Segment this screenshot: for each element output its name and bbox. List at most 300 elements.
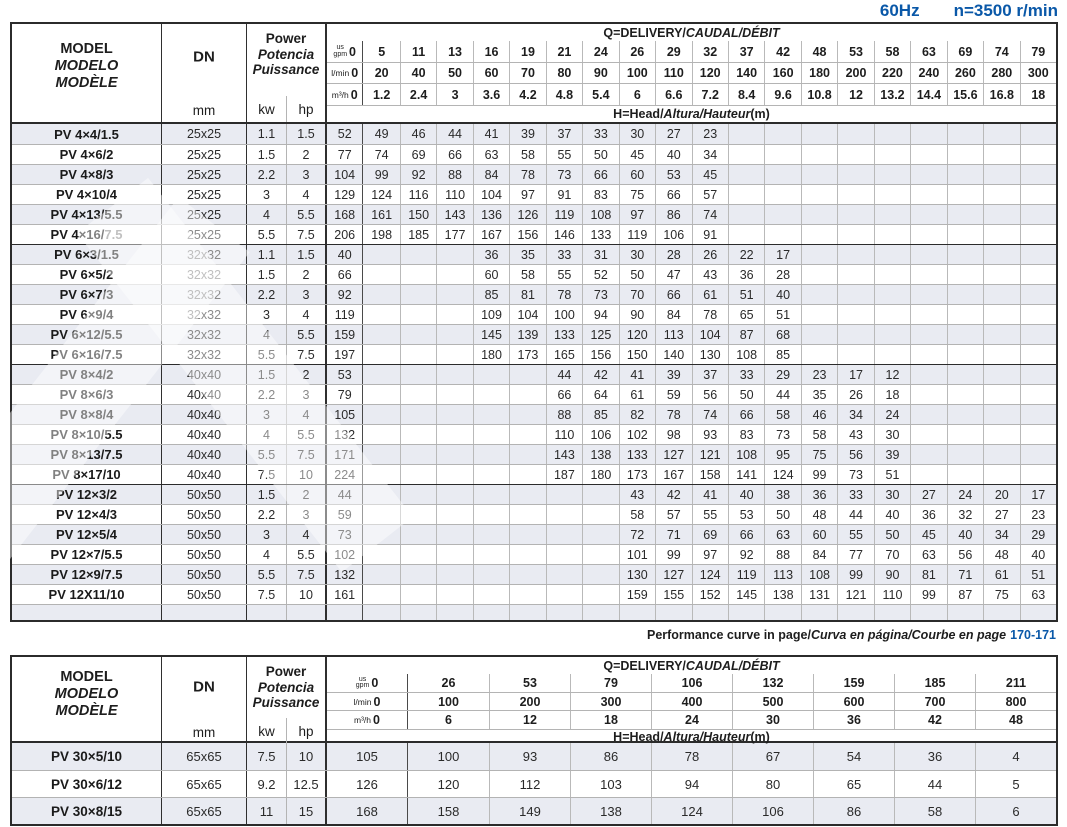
model-name: PV 4×6/2	[59, 147, 114, 162]
head-value-cell: 93	[489, 743, 570, 770]
head-value-cell	[363, 325, 399, 344]
head-value-cell: 60	[473, 265, 509, 284]
head-value-cell	[728, 145, 764, 164]
head-value-cell	[947, 265, 983, 284]
head-value-cell	[473, 465, 509, 484]
head-value-cell: 28	[764, 265, 800, 284]
model-cell	[12, 485, 162, 504]
head-value-cell	[436, 485, 472, 504]
head-value-cell: 173	[509, 345, 545, 364]
head-value-cell: 85	[473, 285, 509, 304]
flow-value-cell	[546, 63, 582, 83]
head-value-cell	[801, 305, 837, 324]
head-value-cell: 104	[509, 305, 545, 324]
head-value-cell: 130	[619, 565, 655, 584]
head-value-cell: 75	[801, 445, 837, 464]
head-value-cell: 29	[764, 365, 800, 384]
flow-value: 24	[593, 44, 608, 59]
head-value-cell: 93	[692, 425, 728, 444]
head-value-cell	[436, 405, 472, 424]
head-value-cell	[473, 445, 509, 464]
model-cell	[12, 525, 162, 544]
model-name: PV 8×4/2	[59, 367, 114, 382]
dn-cell: 32x32	[162, 305, 247, 324]
head-value-cell	[1020, 425, 1056, 444]
head-value-cell: 43	[692, 265, 728, 284]
head-value-cell	[619, 605, 655, 620]
table-body	[12, 743, 1056, 824]
flow-value: 50	[448, 66, 463, 80]
model-column-header	[12, 657, 162, 744]
head-value-cell: 124	[692, 565, 728, 584]
head-value-cell: 33	[728, 365, 764, 384]
flow-value-cell	[327, 41, 363, 62]
power-label: Power	[265, 664, 307, 679]
flow-value: 70	[521, 66, 535, 80]
model-label-es: MODELO	[54, 58, 119, 74]
head-value-cell: 37	[692, 365, 728, 384]
flow-value-cell	[619, 41, 655, 62]
head-value-cell: 66	[436, 145, 472, 164]
flow-value-cell	[1020, 84, 1056, 105]
head-value-cell: 18	[874, 385, 910, 404]
gpm-label: gpm	[355, 682, 370, 689]
head-value-cell: 106	[582, 425, 618, 444]
hp-cell: 3	[287, 285, 327, 304]
kw-cell: 7.5	[247, 465, 287, 484]
head-value-cell: 74	[692, 405, 728, 424]
head-value-cell: 143	[436, 205, 472, 224]
head-value-cell	[910, 185, 946, 204]
head-value-cell	[764, 124, 800, 144]
head-value-cell: 156	[582, 345, 618, 364]
head-value-cell	[363, 385, 399, 404]
dn-unit-label: mm	[192, 103, 216, 118]
head-value-cell: 61	[983, 565, 1019, 584]
head-value-cell: 185	[400, 225, 436, 244]
head-value-cell: 74	[692, 205, 728, 224]
flow-values-lmin	[327, 693, 1056, 711]
model-name-suffix: 7.5	[104, 227, 123, 242]
table-row	[12, 770, 1056, 797]
model-cell	[12, 165, 162, 184]
model-cell	[12, 405, 162, 424]
flow-value-cell	[509, 84, 545, 105]
head-value-cell	[910, 465, 946, 484]
head-value-cell: 40	[947, 525, 983, 544]
flow-value: 6.6	[665, 87, 683, 102]
hp-cell: 10	[287, 585, 327, 604]
head-value-cell	[436, 325, 472, 344]
kw-cell: 11	[247, 798, 287, 824]
head-value-cell: 66	[546, 385, 582, 404]
performance-curve-note	[10, 628, 1058, 642]
flow-value-cell	[975, 711, 1056, 729]
hp-cell: 5.5	[287, 205, 327, 224]
head-value-cell: 30	[874, 485, 910, 504]
head-value-cell	[837, 605, 873, 620]
power-units	[247, 718, 325, 744]
table-row	[12, 244, 1056, 264]
head-value-cell: 113	[764, 565, 800, 584]
flow-value: 18	[1031, 87, 1046, 102]
model-name: PV 4×10/4	[55, 187, 118, 202]
dn-cell: 50x50	[162, 485, 247, 504]
head-value-cell: 97	[509, 185, 545, 204]
head-value-cell: 58	[619, 505, 655, 524]
head-value-cell	[363, 285, 399, 304]
flow-value: 400	[681, 694, 703, 709]
head-value-cell: 168	[327, 798, 408, 824]
dn-cell: 32x32	[162, 245, 247, 264]
flow-value-cell	[651, 693, 732, 710]
head-value-cell: 103	[570, 771, 651, 797]
head-value-cell	[837, 124, 873, 144]
head-value-cell: 44	[837, 505, 873, 524]
flow-value: 21	[557, 44, 572, 59]
flow-value: 19	[521, 44, 535, 59]
head-value-cell: 60	[801, 525, 837, 544]
flow-value-cell	[975, 674, 1056, 692]
us-label: us	[358, 675, 367, 683]
flow-value: 800	[1005, 694, 1027, 709]
head-value-cell: 6	[975, 798, 1056, 824]
head-value-cell	[983, 425, 1019, 444]
head-value-cell: 30	[619, 245, 655, 264]
power-labels	[247, 657, 325, 711]
head-value-cell: 121	[692, 445, 728, 464]
kw-cell: 1.5	[247, 145, 287, 164]
model-cell	[12, 185, 162, 204]
head-value-cell	[983, 445, 1019, 464]
head-value-cell	[400, 305, 436, 324]
head-value-cell	[947, 285, 983, 304]
flow-value: 240	[918, 66, 940, 80]
head-value-cell	[1020, 205, 1056, 224]
gpm-unit-label	[333, 45, 347, 58]
head-value-cell	[400, 245, 436, 264]
hp-cell: 7.5	[287, 345, 327, 364]
flow-value-cell	[813, 711, 894, 729]
head-value-cell	[801, 124, 837, 144]
dn-cell: 25x25	[162, 185, 247, 204]
flow-value-cell	[570, 711, 651, 729]
model-name: PV 12×5/4	[55, 527, 118, 542]
head-value-cell: 127	[655, 445, 691, 464]
head-value-cell	[400, 605, 436, 620]
head-value-cell: 40	[728, 485, 764, 504]
head-value-cell: 113	[655, 325, 691, 344]
head-value-cell: 71	[655, 525, 691, 544]
head-value-cell: 56	[692, 385, 728, 404]
head-value-cell	[983, 205, 1019, 224]
head-value-cell: 127	[655, 565, 691, 584]
flow-value: 159	[843, 676, 865, 690]
head-value-cell: 36	[728, 265, 764, 284]
head-value-cell	[910, 445, 946, 464]
table-row	[12, 364, 1056, 384]
flow-value-cell	[728, 84, 764, 105]
head-value-cell: 55	[692, 505, 728, 524]
head-value-cell	[363, 305, 399, 324]
head-value-cell: 95	[764, 445, 800, 464]
head-value-cell: 30	[874, 425, 910, 444]
dn-cell: 25x25	[162, 124, 247, 144]
head-value-cell: 67	[732, 743, 813, 770]
head-value-cell: 110	[436, 185, 472, 204]
head-value-cell: 66	[655, 185, 691, 204]
head-value-cell	[983, 345, 1019, 364]
flow-value: 79	[604, 676, 618, 690]
model-cell	[12, 325, 162, 344]
head-value-cell	[509, 525, 545, 544]
flow-value-cell	[582, 84, 618, 105]
head-value-cell	[436, 305, 472, 324]
head-value-cell: 149	[489, 798, 570, 824]
head-value-cell: 50	[582, 145, 618, 164]
hp-cell: 2	[287, 265, 327, 284]
head-value-cell: 42	[582, 365, 618, 384]
head-value-cell: 50	[728, 385, 764, 404]
head-value-cell: 68	[764, 325, 800, 344]
head-value-cell: 63	[1020, 585, 1056, 604]
flow-value: 58	[885, 44, 900, 59]
head-value-cell: 43	[837, 425, 873, 444]
head-value-cell	[947, 365, 983, 384]
head-value-cell: 85	[582, 405, 618, 424]
head-value-cell: 66	[728, 405, 764, 424]
head-value-cell: 141	[728, 465, 764, 484]
head-value-cell	[837, 165, 873, 184]
flow-value-cell	[436, 41, 472, 62]
head-value-cell: 31	[582, 245, 618, 264]
head-value-cell	[1020, 605, 1056, 620]
hp-cell: 7.5	[287, 225, 327, 244]
head-value-cell	[1020, 365, 1056, 384]
head-value-cell	[1020, 185, 1056, 204]
head-value-cell: 52	[327, 124, 363, 144]
head-value-cell: 92	[400, 165, 436, 184]
flow-value: 4.2	[519, 87, 537, 102]
head-value-cell	[400, 585, 436, 604]
head-value-cell: 91	[546, 185, 582, 204]
head-value-cell: 47	[655, 265, 691, 284]
head-value-cell: 51	[874, 465, 910, 484]
flow-value-cell	[692, 63, 728, 83]
flow-value: 60	[484, 66, 499, 80]
head-value-cell	[837, 225, 873, 244]
dn-cell: 40x40	[162, 425, 247, 444]
head-value-cell: 86	[813, 798, 894, 824]
flow-value-cell	[327, 63, 363, 83]
head-value-cell: 130	[692, 345, 728, 364]
dn-cell: 65x65	[162, 771, 247, 797]
head-value-cell: 40	[655, 145, 691, 164]
hp-unit-label: hp	[286, 718, 325, 744]
table-row	[12, 484, 1056, 504]
head-value-cell: 206	[327, 225, 363, 244]
delivery-header	[327, 24, 1056, 122]
model-label-fr: MODÈLE	[55, 702, 118, 719]
head-value-cell: 156	[509, 225, 545, 244]
kw-cell: 3	[247, 405, 287, 424]
delivery-title	[327, 24, 1056, 41]
flow-value-cell	[1020, 41, 1056, 62]
flow-value: 26	[630, 44, 645, 59]
flow-value-cell	[509, 41, 545, 62]
delivery-header	[327, 657, 1056, 744]
head-value-cell	[764, 165, 800, 184]
head-value-cell	[509, 445, 545, 464]
head-value-cell: 84	[473, 165, 509, 184]
head-value-cell	[837, 325, 873, 344]
head-value-cell	[473, 365, 509, 384]
head-value-cell: 56	[837, 445, 873, 464]
flow-value: 26	[441, 676, 456, 690]
model-name: PV 6×3/1.5	[54, 247, 119, 262]
flow-value: 110	[663, 66, 684, 80]
head-value-cell: 54	[813, 743, 894, 770]
delivery-title-main: Q=DELIVERY/	[603, 658, 686, 673]
flow-value: 32	[703, 44, 718, 59]
head-title	[327, 730, 1056, 744]
flow-value-cell	[436, 84, 472, 105]
head-value-cell	[363, 545, 399, 564]
head-value-cell	[910, 165, 946, 184]
head-value-cell	[509, 385, 545, 404]
flow-value-cell	[651, 711, 732, 729]
head-value-cell: 138	[582, 445, 618, 464]
model-cell	[12, 205, 162, 224]
head-value-cell	[509, 405, 545, 424]
head-value-cell	[546, 605, 582, 620]
kw-cell: 1.5	[247, 265, 287, 284]
head-value-cell: 132	[327, 565, 363, 584]
head-value-cell: 126	[509, 205, 545, 224]
flow-value: 600	[843, 694, 865, 709]
head-value-cell: 73	[837, 465, 873, 484]
head-value-cell: 99	[801, 465, 837, 484]
flow-value: 0	[349, 44, 356, 59]
head-value-cell	[546, 505, 582, 524]
hp-cell: 7.5	[287, 565, 327, 584]
head-value-cell	[874, 185, 910, 204]
dn-cell: 40x40	[162, 405, 247, 424]
head-value-cell: 124	[651, 798, 732, 824]
lmin-unit-label: l/min	[353, 696, 372, 707]
head-value-cell: 57	[692, 185, 728, 204]
flow-value: 74	[994, 44, 1009, 59]
dn-cell: 32x32	[162, 265, 247, 284]
kw-cell: 5.5	[247, 225, 287, 244]
table-row	[12, 284, 1056, 304]
head-value-cell	[947, 325, 983, 344]
hp-cell: 5.5	[287, 425, 327, 444]
head-value-cell: 58	[894, 798, 975, 824]
head-value-cell	[473, 425, 509, 444]
model-name: PV 12×4/3	[55, 507, 118, 522]
kw-cell: 4	[247, 545, 287, 564]
flow-values-gpm	[327, 41, 1056, 63]
head-value-cell	[363, 265, 399, 284]
head-value-cell	[400, 405, 436, 424]
head-value-cell	[947, 245, 983, 264]
table-row	[12, 524, 1056, 544]
flow-value: 280	[991, 66, 1013, 80]
head-value-cell	[436, 425, 472, 444]
flow-value: 20	[374, 66, 389, 80]
dn-cell: 32x32	[162, 325, 247, 344]
flow-value-cell	[910, 63, 946, 83]
head-value-cell: 45	[910, 525, 946, 544]
head-value-cell: 46	[801, 405, 837, 424]
head-value-cell: 84	[801, 545, 837, 564]
head-value-cell: 73	[327, 525, 363, 544]
head-value-cell: 39	[655, 365, 691, 384]
head-value-cell	[910, 345, 946, 364]
gpm-label: gpm	[333, 50, 348, 58]
head-value-cell: 33	[582, 124, 618, 144]
head-value-cell: 79	[327, 385, 363, 404]
head-value-cell	[1020, 145, 1056, 164]
head-value-cell	[910, 225, 946, 244]
model-label-fr: MODÈLE	[55, 75, 118, 91]
head-value-cell	[874, 245, 910, 264]
head-value-cell: 105	[327, 405, 363, 424]
head-value-cell: 36	[473, 245, 509, 264]
head-value-cell: 126	[327, 771, 408, 797]
flow-value: 300	[1027, 66, 1049, 80]
flow-value: 14.4	[916, 87, 942, 102]
head-value-cell	[874, 265, 910, 284]
head-value-cell: 41	[619, 365, 655, 384]
head-value-cell	[837, 305, 873, 324]
dn-cell: 32x32	[162, 285, 247, 304]
head-value-cell	[910, 605, 946, 620]
head-value-cell: 177	[436, 225, 472, 244]
head-value-cell: 77	[837, 545, 873, 564]
head-value-cell: 44	[546, 365, 582, 384]
head-value-cell	[983, 285, 1019, 304]
dn-cell: 25x25	[162, 165, 247, 184]
head-value-cell: 90	[874, 565, 910, 584]
kw-cell: 1.5	[247, 485, 287, 504]
head-value-cell: 60	[619, 165, 655, 184]
head-value-cell: 66	[728, 525, 764, 544]
head-value-cell: 132	[327, 425, 363, 444]
flow-value-cell	[473, 63, 509, 83]
head-value-cell	[582, 485, 618, 504]
kw-cell: 2.2	[247, 385, 287, 404]
hp-unit-label: hp	[286, 96, 325, 122]
head-value-cell	[546, 485, 582, 504]
hp-cell: 2	[287, 485, 327, 504]
head-value-cell	[582, 525, 618, 544]
dn-cell: 40x40	[162, 385, 247, 404]
head-value-cell: 161	[327, 585, 363, 604]
model-name: PV 4×8/3	[59, 167, 114, 182]
lmin-unit-label: l/min	[331, 68, 350, 78]
head-value-cell	[837, 145, 873, 164]
head-value-cell: 4	[975, 743, 1056, 770]
flow-value: 63	[921, 44, 936, 59]
head-value-cell: 119	[546, 205, 582, 224]
head-value-cell	[910, 245, 946, 264]
head-value-cell: 104	[327, 165, 363, 184]
model-cell	[12, 565, 162, 584]
head-value-cell	[1020, 165, 1056, 184]
table-row	[12, 504, 1056, 524]
